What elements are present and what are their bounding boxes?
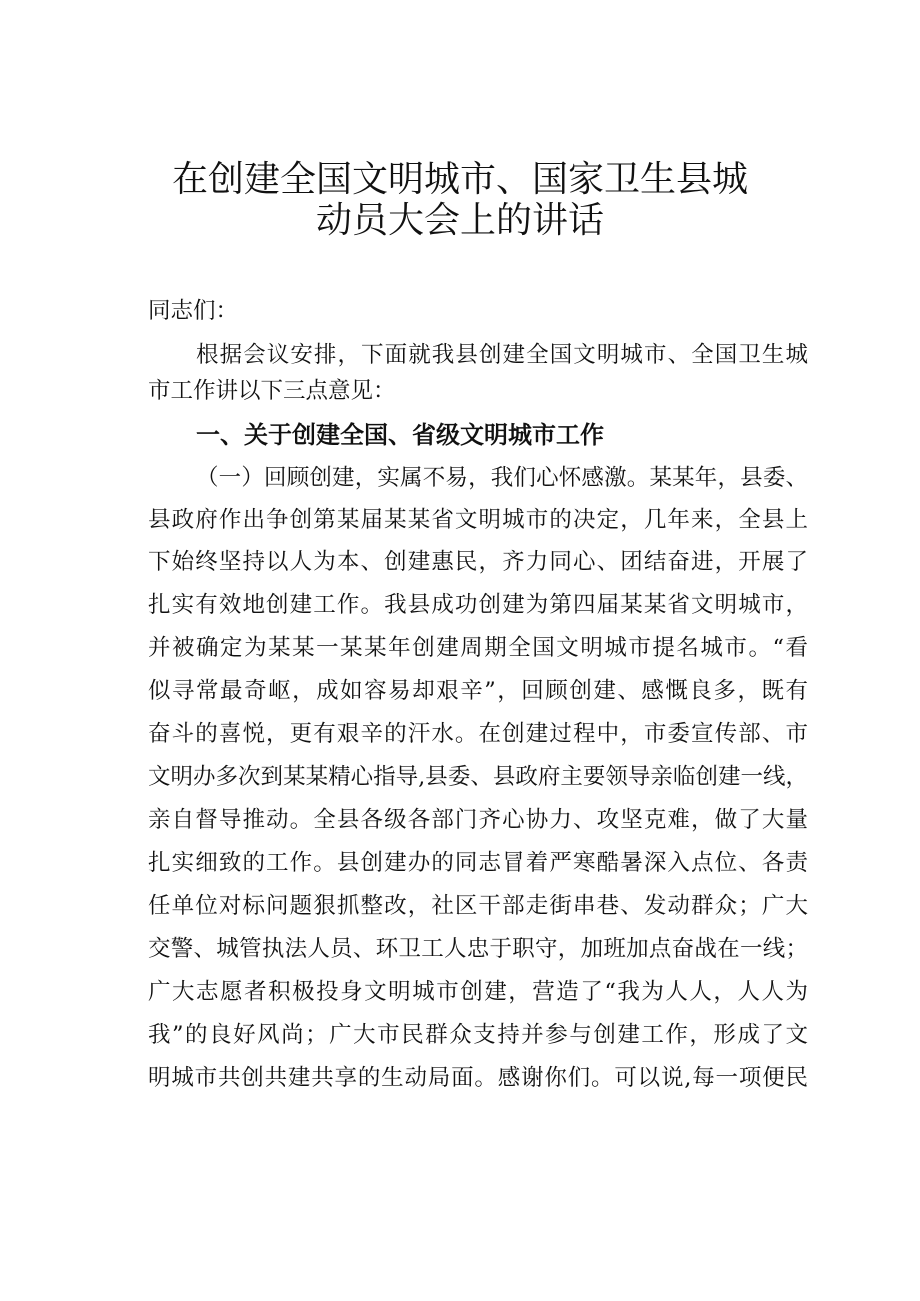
body-line: 奋斗的喜悦，更有艰辛的汗水。在创建过程中，市委宣传部、市 [148,721,808,747]
document-title-line-2: 动员大会上的讲话 [315,200,604,241]
body-line: 县政府作出争创第某届某某省文明城市的决定，几年来，全县上 [148,507,808,533]
document-title-line-1: 在创建全国文明城市、国家卫生县城 [171,159,748,200]
body-line: 任单位对标问题狠抓整改，社区干部走街串巷、发动群众；广大 [148,893,808,919]
body-line: 扎实有效地创建工作。我县成功创建为第四届某某省文明城市， [148,592,808,618]
body-line: 我”的良好风尚；广大市民群众支持并参与创建工作，形成了文 [148,1022,808,1048]
intro-line: 市工作讲以下三点意见： [148,378,396,404]
body-line: 似寻常最奇岖，成如容易却艰辛”，回顾创建、感慨良多，既有 [148,678,808,704]
body-line: 广大志愿者积极投身文明城市创建，营造了“我为人人，人人为 [148,979,808,1005]
body-line: 并被确定为某某一某某年创建周期全国文明城市提名城市。“看 [148,635,808,661]
body-line: 亲自督导推动。全县各级各部门齐心协力、攻坚克难，做了大量 [148,807,808,833]
intro-line: 根据会议安排，下面就我县创建全国文明城市、全国卫生城 [196,342,808,368]
body-line: 交警、城管执法人员、环卫工人忠于职守，加班加点奋战在一线； [148,936,808,962]
section-heading: 一、关于创建全国、省级文明城市工作 [196,421,604,449]
body-line: 文明办多次到某某精心指导,县委、县政府主要领导亲临创建一线， [148,764,808,790]
body-line: 下始终坚持以人为本、创建惠民，齐力同心、团结奋进，开展了 [148,549,808,575]
body-line: 扎实细致的工作。县创建办的同志冒着严寒酷暑深入点位、各责 [148,850,808,876]
body-line: （一）回顾创建，实属不易，我们心怀感激。某某年，县委、 [196,465,808,491]
body-line: 明城市共创共建共享的生动局面。感谢你们。可以说,每一项便民 [148,1065,808,1091]
salutation: 同志们： [148,298,239,324]
